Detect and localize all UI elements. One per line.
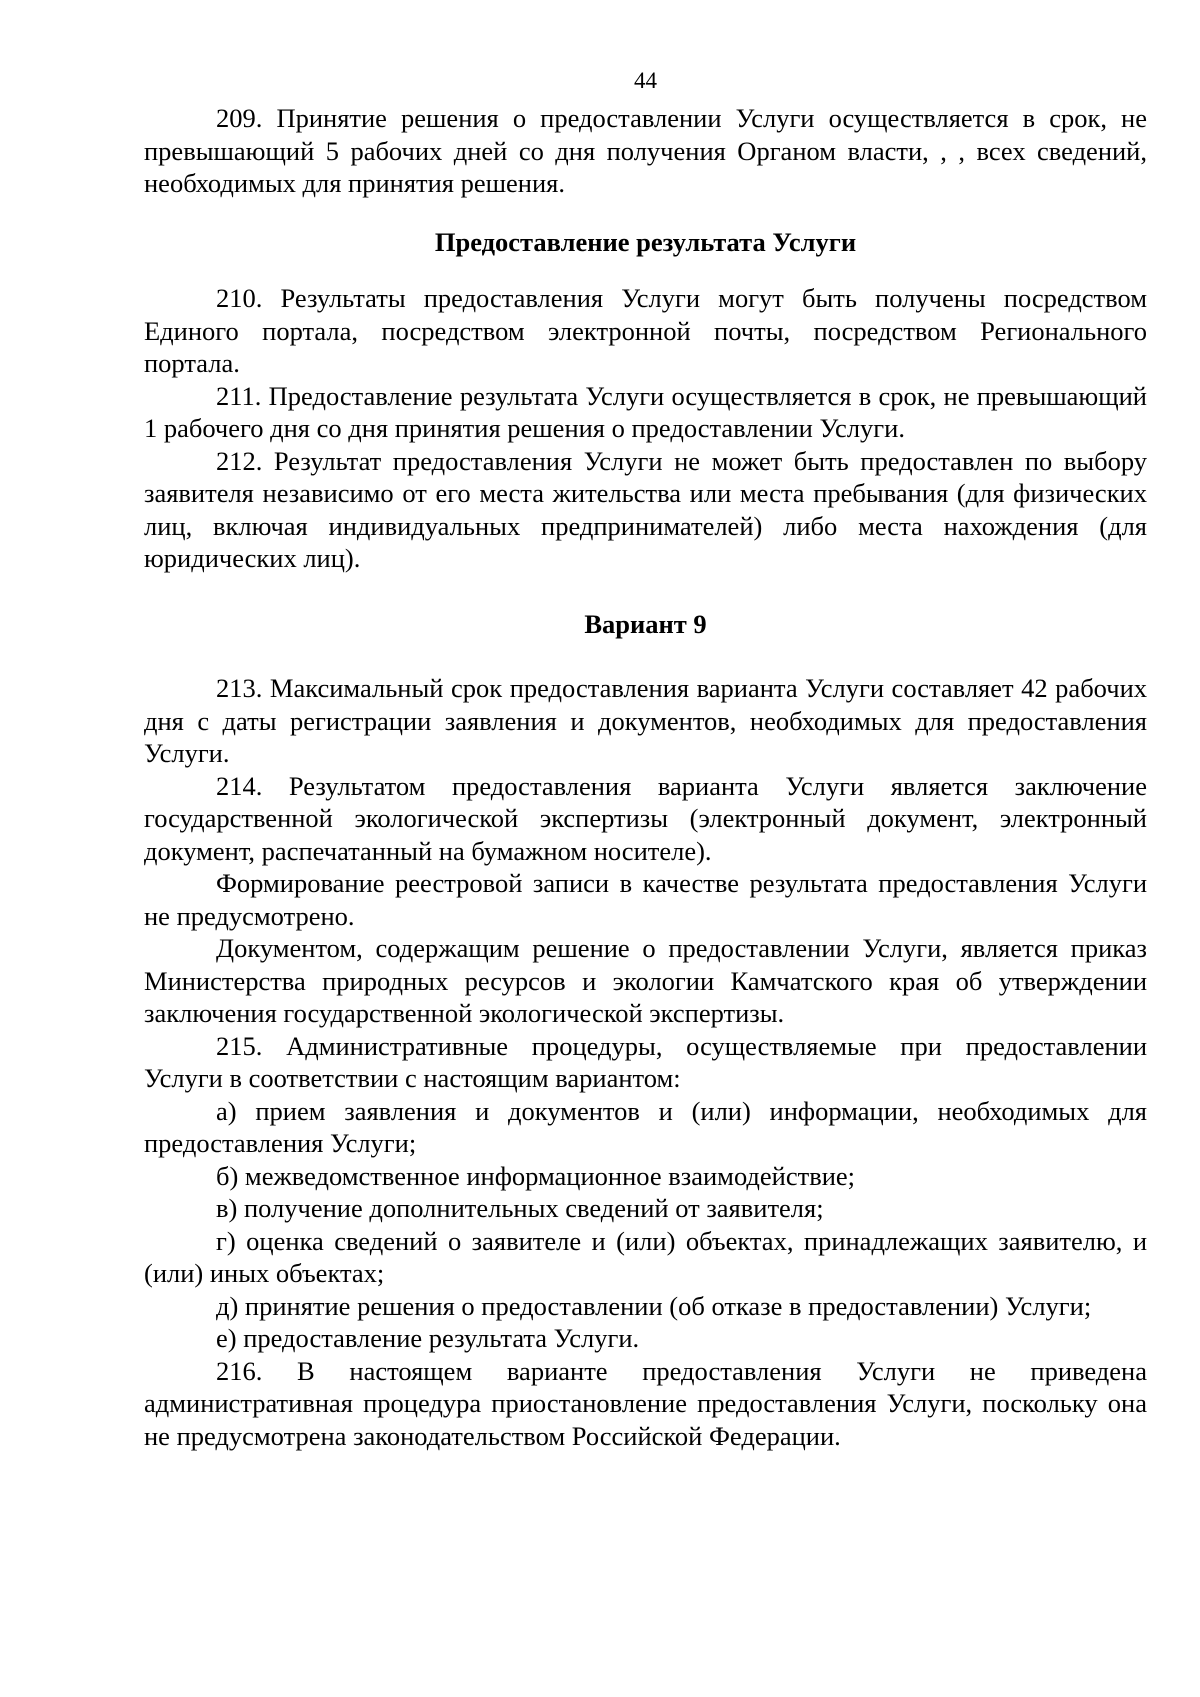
section-heading-result: Предоставление результата Услуги — [434, 226, 857, 257]
paragraph-215: 215. Административные процедуры, осуществляемые при предоставлении Услуги в соответствии с настоящим вариантом: — [144, 1030, 1147, 1093]
list-item-b: б) межведомственное информационное взаимодействие; — [216, 1160, 856, 1191]
paragraph-211: 211. Предоставление результата Услуги осуществляется в срок, не превышающий 1 рабочего дня со дня принятия решения о предоставлении Услуги. — [144, 380, 1147, 443]
paragraph-209: 209. Принятие решения о предоставлении Услуги осуществляется в срок, не превышающий 5 рабочих дней со дня получения Органом власти, , , всех сведений, необходимых для принятия решения. — [144, 103, 1147, 198]
paragraph-registry-note: Формирование реестровой записи в качестве результата предоставления Услуги не предусмотрено. — [144, 868, 1147, 931]
paragraph-decision-document: Документом, содержащим решение о предоставлении Услуги, является приказ Министерства природных ресурсов и экологии Камчатского края об утверждении заключения государственной экологической экспертизы. — [144, 933, 1147, 1028]
page-number: 44 — [634, 68, 657, 93]
section-heading-variant: Вариант 9 — [584, 608, 707, 639]
list-item-e: е) предоставление результата Услуги. — [216, 1323, 640, 1353]
paragraph-210: 210. Результаты предоставления Услуги могут быть получены посредством Единого портала, посредством электронной почты, посредством Регионального портала. — [144, 283, 1147, 378]
list-item-a: а) прием заявления и документов и (или) информации, необходимых для предоставления Услуги; — [144, 1095, 1147, 1158]
list-item-g: г) оценка сведений о заявителе и (или) объектах, принадлежащих заявителю, и (или) иных объектах; — [144, 1225, 1147, 1288]
paragraph-212: 212. Результат предоставления Услуги не может быть предоставлен по выбору заявителя независимо от его места жительства или места пребывания (для физических лиц, включая индивидуальных предпринимателей) либо места нахождения (для юридических лиц). — [144, 445, 1147, 573]
paragraph-216: 216. В настоящем варианте предоставления Услуги не приведена административная процедура приостановление предоставления Услуги, поскольку она не предусмотрена законодательством Российской Федерации. — [144, 1355, 1147, 1451]
list-item-v: в) получение дополнительных сведений от заявителя; — [216, 1193, 824, 1223]
paragraph-214: 214. Результатом предоставления варианта Услуги является заключение государственной экологической экспертизы (электронный документ, электронный документ, распечатанный на бумажном носителе). — [144, 770, 1147, 866]
paragraph-213: 213. Максимальный срок предоставления варианта Услуги составляет 42 рабочих дня с даты регистрации заявления и документов, необходимых для предоставления Услуги. — [144, 673, 1147, 768]
document-page — [144, 66, 1147, 1452]
list-item-d: д) принятие решения о предоставлении (об отказе в предоставлении) Услуги; — [216, 1290, 1092, 1321]
